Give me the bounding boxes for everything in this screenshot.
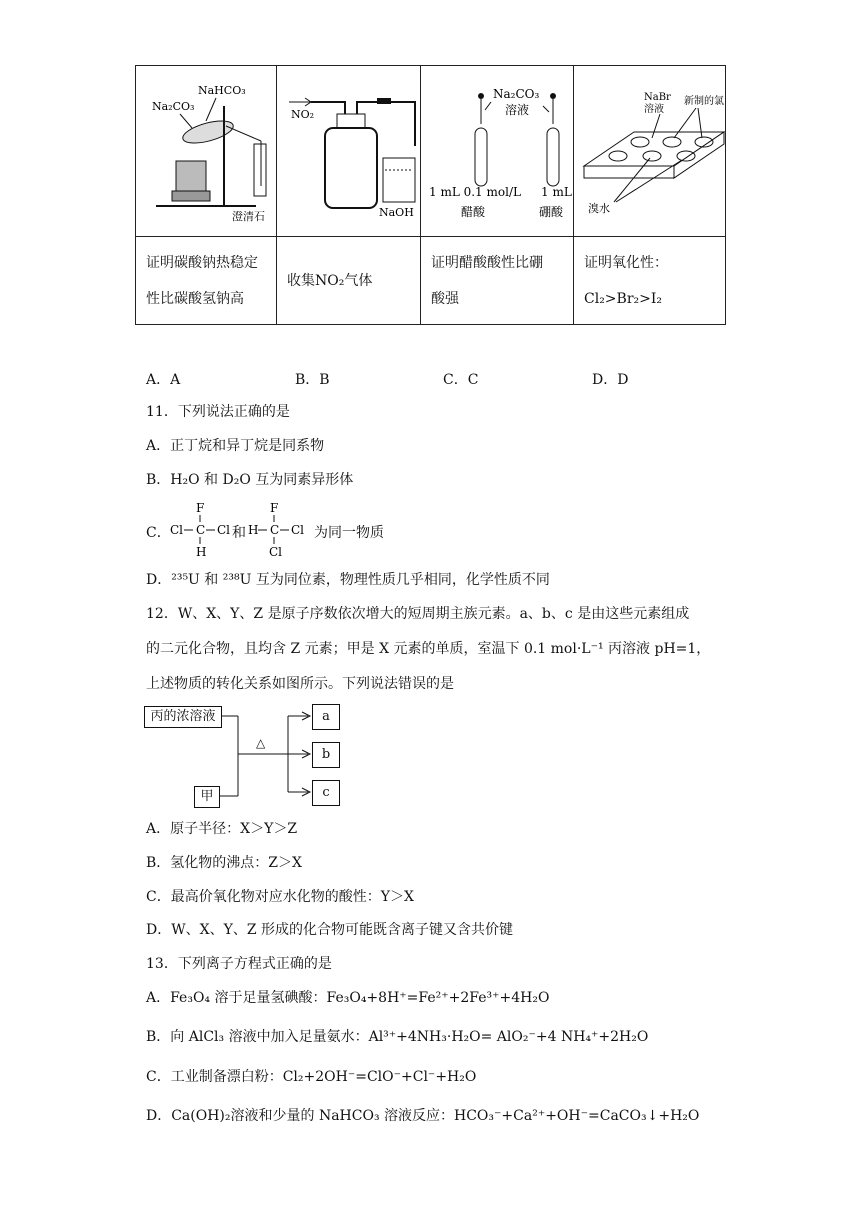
option-a: A．A (146, 372, 181, 388)
q11-stem: 11．下列说法正确的是 (146, 404, 290, 420)
q13-option-b: B．向 AlCl₃ 溶液中加入足量氨水：Al³⁺+4NH₃·H₂O= AlO₂⁻+4 NH₄⁺+2H₂O (146, 1029, 649, 1045)
caption-line: 收集NO₂气体 (287, 272, 373, 289)
svg-text:F: F (196, 501, 205, 515)
product-box: b (312, 742, 340, 768)
q12-option-a: A．原子半径：X＞Y＞Z (146, 821, 298, 837)
caption-line: 性比碳酸氢钠高 (146, 290, 244, 307)
fig-label: 醋酸 (461, 205, 486, 219)
q12-option-b: B．氢化物的沸点：Z＞X (146, 855, 302, 871)
fig-label: 澄清石 (232, 210, 265, 223)
condition-heat: △ (256, 736, 266, 750)
option-c: C．C (443, 372, 479, 388)
svg-text:Cl: Cl (291, 523, 305, 537)
q11-option-c (146, 500, 446, 566)
figure-spot-plate (574, 66, 726, 237)
svg-text:Cl: Cl (170, 523, 184, 537)
q12-stem-line: 12．W、X、Y、Z 是原子序数依次增大的短周期主族元素。a、b、c 是由这些元素组成 (146, 606, 690, 622)
fig-label: 溶液 (505, 103, 530, 117)
caption-line: 酸强 (431, 290, 459, 307)
svg-text:F: F (270, 501, 279, 515)
fig-label: 新制的氯 (684, 96, 724, 107)
reagent-box: 甲 (194, 786, 220, 808)
product-box: c (312, 780, 340, 806)
caption-line: 证明醋酸酸性比硼 (431, 254, 543, 271)
option-d: D．D (592, 372, 629, 388)
figure-acid-tubes (421, 66, 574, 237)
svg-text:Cl: Cl (269, 545, 283, 559)
q13-option-c: C．工业制备漂白粉：Cl₂+2OH⁻=ClO⁻+Cl⁻+H₂O (146, 1069, 477, 1085)
q13-option-d: D．Ca(OH)₂溶液和少量的 NaHCO₃ 溶液反应：HCO₃⁻+Ca²⁺+OH⁻=CaCO₃↓+H₂O (146, 1108, 700, 1124)
caption-line: Cl₂>Br₂>I₂ (584, 290, 662, 307)
q11-option-a: A．正丁烷和异丁烷是同系物 (146, 438, 325, 454)
structure-formula-1 (166, 500, 236, 562)
q12-reaction-diagram (144, 702, 354, 810)
figure-heating-apparatus (136, 66, 277, 237)
table-caption (277, 237, 421, 325)
fig-label: Na₂CO₃ (493, 87, 540, 101)
figure-gas-collection (277, 66, 421, 237)
option-label: C． (146, 525, 171, 541)
table-caption (574, 237, 726, 325)
svg-text:C: C (196, 523, 206, 537)
fig-label: Na₂CO₃ (152, 100, 195, 113)
table-caption (421, 237, 574, 325)
svg-text:C: C (270, 523, 280, 537)
table-caption (136, 237, 277, 325)
option-b: B．B (295, 372, 330, 388)
connector-text: 和 (232, 525, 246, 541)
experiment-table (135, 65, 726, 325)
source-box: 丙的浓溶液 (144, 706, 222, 728)
caption-line: 证明碳酸钠热稳定 (146, 254, 258, 271)
fig-label: NO₂ (291, 108, 315, 121)
fig-label: NaBr (644, 92, 671, 103)
svg-text:H: H (248, 523, 259, 537)
q13-stem: 13．下列离子方程式正确的是 (146, 956, 332, 972)
q13-option-a: A．Fe₃O₄ 溶于足量氢碘酸：Fe₃O₄+8H⁺=Fe²⁺+2Fe³⁺+4H₂O (146, 990, 550, 1006)
svg-text:H: H (196, 545, 207, 559)
fig-label: 1 mL (541, 185, 572, 199)
svg-text:Cl: Cl (217, 523, 231, 537)
option-text: 为同一物质 (314, 525, 384, 541)
fig-label: 溶液 (644, 104, 664, 115)
fig-label: NaOH (379, 206, 414, 219)
product-box: a (312, 704, 340, 730)
q11-option-b: B．H₂O 和 D₂O 互为同素异形体 (146, 472, 354, 488)
fig-label: 1 mL 0.1 mol/L (429, 185, 521, 199)
fig-label: 溴水 (588, 202, 610, 215)
fig-label: NaHCO₃ (198, 84, 246, 97)
structure-formula-2 (246, 500, 316, 562)
q10-options (146, 369, 746, 389)
q12-option-c: C．最高价氧化物对应水化物的酸性：Y＞X (146, 889, 414, 905)
q11-option-d: D．²³⁵U 和 ²³⁸U 互为同位素，物理性质几乎相同，化学性质不同 (146, 572, 550, 588)
fig-label: 硼酸 (539, 205, 564, 219)
q12-stem-line: 的二元化合物，且均含 Z 元素；甲是 X 元素的单质，室温下 0.1 mol·L⁻¹ 丙溶液 pH=1， (146, 641, 711, 657)
q12-stem-line: 上述物质的转化关系如图所示。下列说法错误的是 (146, 676, 454, 692)
q12-option-d: D．W、X、Y、Z 形成的化合物可能既含离子键又含共价键 (146, 922, 513, 938)
caption-line: 证明氧化性： (584, 254, 668, 271)
